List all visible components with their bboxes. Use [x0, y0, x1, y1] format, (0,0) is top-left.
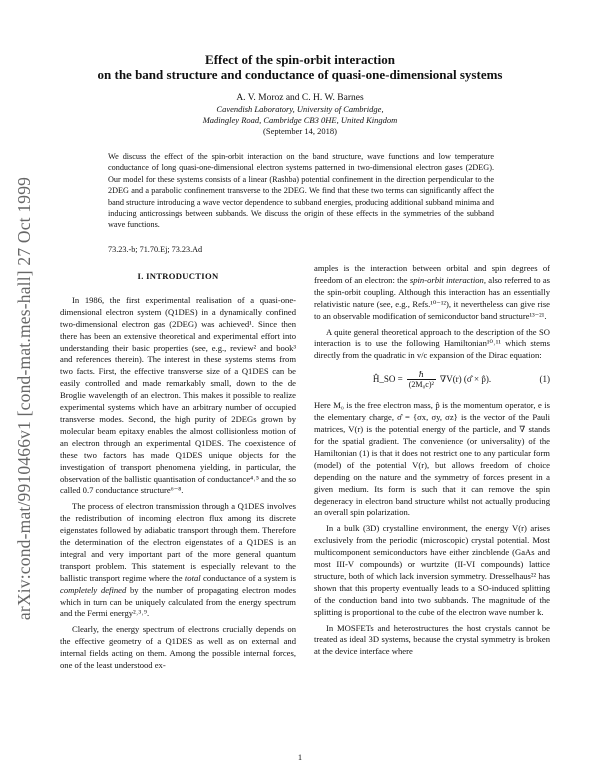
title-line-1: Effect of the spin-orbit interaction — [205, 52, 395, 67]
paragraph: amples is the interaction between orbital and spin degrees of freedom of an electron: the spin-orbit interaction, also referred to as the spin-orbit coupling. Although this interaction has an essentially relativistic nature (see, e.g., Refs.¹⁰⁻¹²), it nevertheless can give rise to an observable modification of semiconductor band structure¹³⁻²¹. — [314, 263, 550, 321]
pacs-codes: 73.23.-b; 71.70.Ej; 73.23.Ad — [108, 245, 203, 254]
paragraph: A quite general theoretical approach to the description of the SO interaction is to use the following Hamiltonian¹⁰˒¹¹ which stems directly from the quadratic in v/c expansion of the Dirac equation: — [314, 326, 550, 361]
equation-rhs: ∇V(r) (σ̂ × p̂). — [439, 374, 492, 385]
date: (September 14, 2018) — [263, 126, 337, 136]
equation-denominator: (2M₀c)² — [408, 380, 434, 390]
title-line-2: on the band structure and conductance of quasi-one-dimensional systems — [97, 67, 503, 82]
paragraph: The process of electron transmission through a Q1DES involves the redistribution of incoming electron flux among its discrete eigenstates followed by adiabatic transport through them. Therefore the determination of the electron eigenstates of a Q1DES is an integral and very important part of the more general quantum transport problem. This statement is especially relevant to the ballistic transport regime where the total conductance of a system is completely defined by the number of propagating electron modes which in turn can be uniquely calculated from the energy spectrum and the Fermi energy²˒³˒⁹. — [60, 501, 296, 619]
arxiv-stamp-text: arXiv:cond-mat/9910466v1 [cond-mat.mes-hall] 27 Oct 1999 — [14, 176, 35, 620]
section-heading: I. INTRODUCTION — [137, 271, 219, 281]
left-column — [60, 271, 296, 676]
paragraph: Here M₀ is the free electron mass, p̂ is the momentum operator, e is the elementary charge, σ̂ = {σx, σy, σz} is the vector of the Pauli matrices, V(r) is the potential energy of the particle, and ∇ stands for the spatial gradient. The convenience (or universality) of the Hamiltonian (1) is that it does not restrict one to any particular form (model) of the potential V(r), but allows freedom of choice depending on the nature and the symmetry of forces present in a given medium. Its form is such that it can remove the spin degeneracy in electron band structure whilst not actually producing an overall spin polarization. — [314, 400, 550, 518]
abstract: We discuss the effect of the spin-orbit interaction on the band structure, wave functions and low temperature conductance of long quasi-one-dimensional electron systems patterned in two-dimensional electron gases (2DEG). Our model for these systems consists of a linear (Rashba) potential confinement in the direction perpendicular to the 2DEG and a parabolic confinement transverse to the 2DEG. We find that these two terms can significantly affect the band structure introducing a wave vector dependence to subband energies, producing additional subband minima and inducing anticrossings between subbands. We discuss the origin of these effects in the symmetries of the subband wave functions. — [108, 152, 494, 230]
equation-number: (1) — [539, 374, 550, 385]
paragraph: Clearly, the energy spectrum of electrons crucially depends on the effective geometry of a Q1DES as well as on external and internal fields acting on them. Among the possible internal forces, one of the least understood ex- — [60, 624, 296, 671]
equation-1 — [314, 368, 550, 392]
equation-lhs: Ĥ_SO = — [372, 374, 403, 385]
affiliation-line-1: Cavendish Laboratory, University of Cambridge, — [216, 104, 384, 114]
page-number: 1 — [297, 752, 303, 762]
paragraph: In 1986, the first experimental realisation of a quasi-one-dimensional electron system (Q1DES) in a dynamically confined two-dimensional electron gas (2DEG) was achieved¹. Since then there has been an extensive theoretical and experimental effort into understanding their basic properties (see, e.g., review² and book³ and references therein). The interest in these systems stems from two facts. First, the effective transverse size of a Q1DES can be easily controlled and made remarkably small, down to the de Broglie wavelength of an electron. This makes it possible to realize experimental systems which have an arbitrary number of occupied transverse modes. Second, the high purity of 2DEGs grown by molecular beam epitaxy enables the almost collisionless motion of an electron through an experimental Q1DES. The coexistence of these two factors has made Q1DES unique objects for the investigation of transport phenomena yielding, in particular, the observation of the ballistic quantisation of conductance⁴˒⁵ and the so called 0.7 conductance structure⁶⁻⁸. — [60, 294, 296, 496]
right-column — [314, 263, 550, 662]
arxiv-stamp — [13, 118, 37, 678]
equation-numerator: ℏ — [418, 370, 424, 380]
authors: A. V. Moroz and C. H. W. Barnes — [236, 93, 364, 103]
affiliation-line-2: Madingley Road, Cambridge CB3 0HE, United Kingdom — [202, 115, 398, 125]
paragraph: In a bulk (3D) crystalline environment, the energy V(r) arises exclusively from the periodic (microscopic) crystal potential. Most multicomponent semiconductors have either zincblende (GaAs and most III-V compounds) or wurtzite (II-VI compounds) lattice structure, both of which lack inversion symmetry. Dresselhaus²² has shown that this property eventually leads to a SO-induced splitting of the conduction band into two subbands. The magnitude of the splitting is proportional to the cube of the electron wave number k. — [314, 523, 550, 617]
equation-fraction — [407, 370, 436, 390]
paragraph: In MOSFETs and heterostructures the host crystals cannot be treated as ideal 3D systems, because the crystal symmetry is broken at the device interface where — [314, 622, 550, 657]
paper-title — [60, 52, 540, 82]
paper-header — [60, 52, 540, 137]
